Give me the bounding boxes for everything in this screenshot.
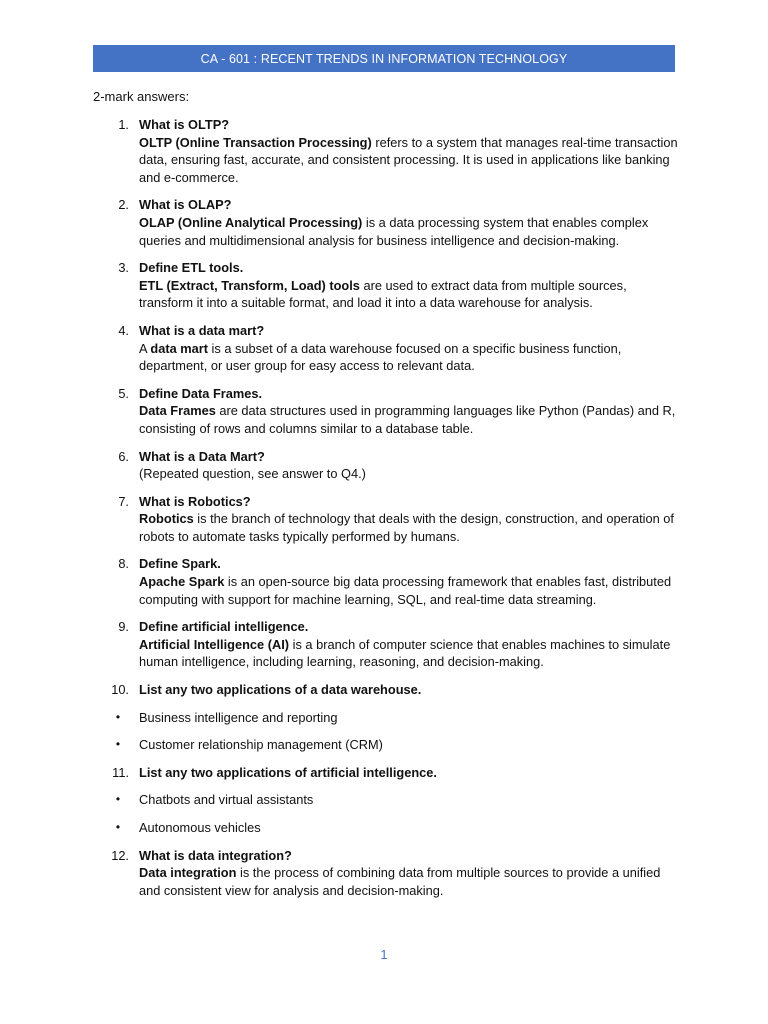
- bullet-dot-icon: •: [115, 792, 121, 807]
- answer-text: [139, 573, 683, 608]
- question-number: 2.: [118, 197, 129, 213]
- question-title: Define ETL tools.: [139, 260, 244, 276]
- bullet-dot-icon: •: [115, 709, 121, 724]
- question-title: List any two applications of a data warehouse.: [139, 682, 422, 698]
- answer-body: are used to extract data from multiple sources, transform it into a suitable format, and load it into a data warehouse for analysis.: [139, 277, 627, 311]
- answer-term: Robotics: [139, 511, 194, 527]
- question-number: 10.: [111, 682, 129, 698]
- section-intro: 2-mark answers:: [93, 89, 190, 104]
- answer-term: OLTP (Online Transaction Processing): [139, 134, 372, 150]
- question-item: [93, 322, 683, 375]
- bullet-item: [93, 819, 683, 837]
- question-title: Define Data Frames.: [139, 385, 263, 401]
- document-title-banner: CA - 601 : RECENT TRENDS IN INFORMATION TECHNOLOGY: [93, 45, 675, 72]
- bullet-item: [93, 736, 683, 754]
- answer-text: [139, 510, 683, 545]
- question-answer-list: [93, 116, 683, 909]
- answer-term: Artificial Intelligence (AI): [139, 636, 290, 652]
- answer-text: [139, 864, 683, 899]
- question-number: 5.: [118, 385, 129, 401]
- question-number: 1.: [118, 117, 129, 132]
- bullet-text: Customer relationship management (CRM): [139, 737, 383, 753]
- bullet-item: [93, 791, 683, 809]
- question-title: Define artificial intelligence.: [139, 619, 309, 635]
- answer-term: OLAP (Online Analytical Processing): [139, 214, 363, 230]
- question-number: 3.: [118, 260, 129, 276]
- question-number: 6.: [118, 448, 129, 464]
- answer-text: [139, 277, 683, 312]
- answer-text: [139, 636, 683, 671]
- question-number: 11.: [112, 764, 129, 780]
- answer-term: Data integration: [139, 865, 237, 881]
- answer-text: [139, 465, 683, 483]
- question-item: [93, 555, 683, 608]
- question-item: [93, 259, 683, 312]
- bullet-text: Business intelligence and reporting: [139, 709, 338, 725]
- answer-prefix: A: [139, 340, 151, 356]
- bullet-dot-icon: •: [115, 737, 121, 752]
- bullet-text: Chatbots and virtual assistants: [139, 792, 314, 808]
- question-item: [93, 116, 683, 186]
- question-title: What is OLTP?: [139, 117, 230, 132]
- question-item: [93, 385, 683, 438]
- answer-text: [139, 134, 683, 187]
- answer-term: Data Frames: [139, 403, 216, 419]
- answer-body: is the branch of technology that deals with the design, construction, and operation of robots to automate tasks typically performed by humans.: [139, 511, 674, 544]
- question-number: 12.: [111, 847, 129, 863]
- answer-text: [139, 340, 683, 375]
- question-title: What is a data mart?: [139, 322, 265, 338]
- question-item: [93, 196, 683, 249]
- answer-body: is the process of combining data from multiple sources to provide a unified and consistent view for analysis and decision-making.: [139, 865, 661, 898]
- answer-text: [139, 402, 683, 437]
- question-number: 7.: [118, 493, 129, 509]
- question-title: What is OLAP?: [139, 197, 232, 213]
- answer-term: Apache Spark: [139, 574, 225, 590]
- answer-body: is an open-source big data processing framework that enables fast, distributed computing with support for machine learning, SQL, and real-time data streaming.: [139, 574, 672, 607]
- page-number: 1: [380, 948, 388, 962]
- answer-body: is a branch of computer science that enables machines to simulate human intelligence, including learning, reasoning, and decision-making.: [139, 636, 671, 670]
- question-title: Define Spark.: [139, 556, 221, 572]
- answer-body: refers to a system that manages real-time transaction data, ensuring fast, accurate, and consistent processing. It is used in applications like banking and e-commerce.: [139, 134, 678, 185]
- question-item: [93, 448, 683, 483]
- question-item: [93, 847, 683, 900]
- answer-body: is a subset of a data warehouse focused on a specific business function, department, or user group for easy access to relevant data.: [139, 340, 622, 374]
- answer-body: (Repeated question, see answer to Q4.): [139, 466, 366, 482]
- bullet-dot-icon: •: [115, 820, 121, 834]
- question-item: [93, 493, 683, 546]
- question-item: [93, 618, 683, 671]
- answer-text: [139, 214, 683, 249]
- question-title: What is data integration?: [139, 847, 292, 863]
- answer-body: is a data processing system that enables complex queries and multidimensional analysis for business intelligence and decision-making.: [139, 214, 649, 248]
- question-title: What is a Data Mart?: [139, 448, 265, 464]
- answer-term: data mart: [150, 340, 208, 356]
- question-number: 4.: [118, 322, 129, 338]
- answer-term: ETL (Extract, Transform, Load) tools: [139, 277, 360, 293]
- question-number: 8.: [118, 556, 129, 572]
- question-title: What is Robotics?: [139, 493, 251, 509]
- question-title: List any two applications of artificial intelligence.: [139, 764, 437, 780]
- answer-body: are data structures used in programming languages like Python (Pandas) and R, consisting of rows and columns similar to a database table.: [139, 403, 676, 436]
- bullet-text: Autonomous vehicles: [139, 820, 261, 835]
- bullet-item: [93, 709, 683, 727]
- question-item: [93, 764, 683, 782]
- question-item: [93, 681, 683, 699]
- question-number: 9.: [118, 619, 129, 635]
